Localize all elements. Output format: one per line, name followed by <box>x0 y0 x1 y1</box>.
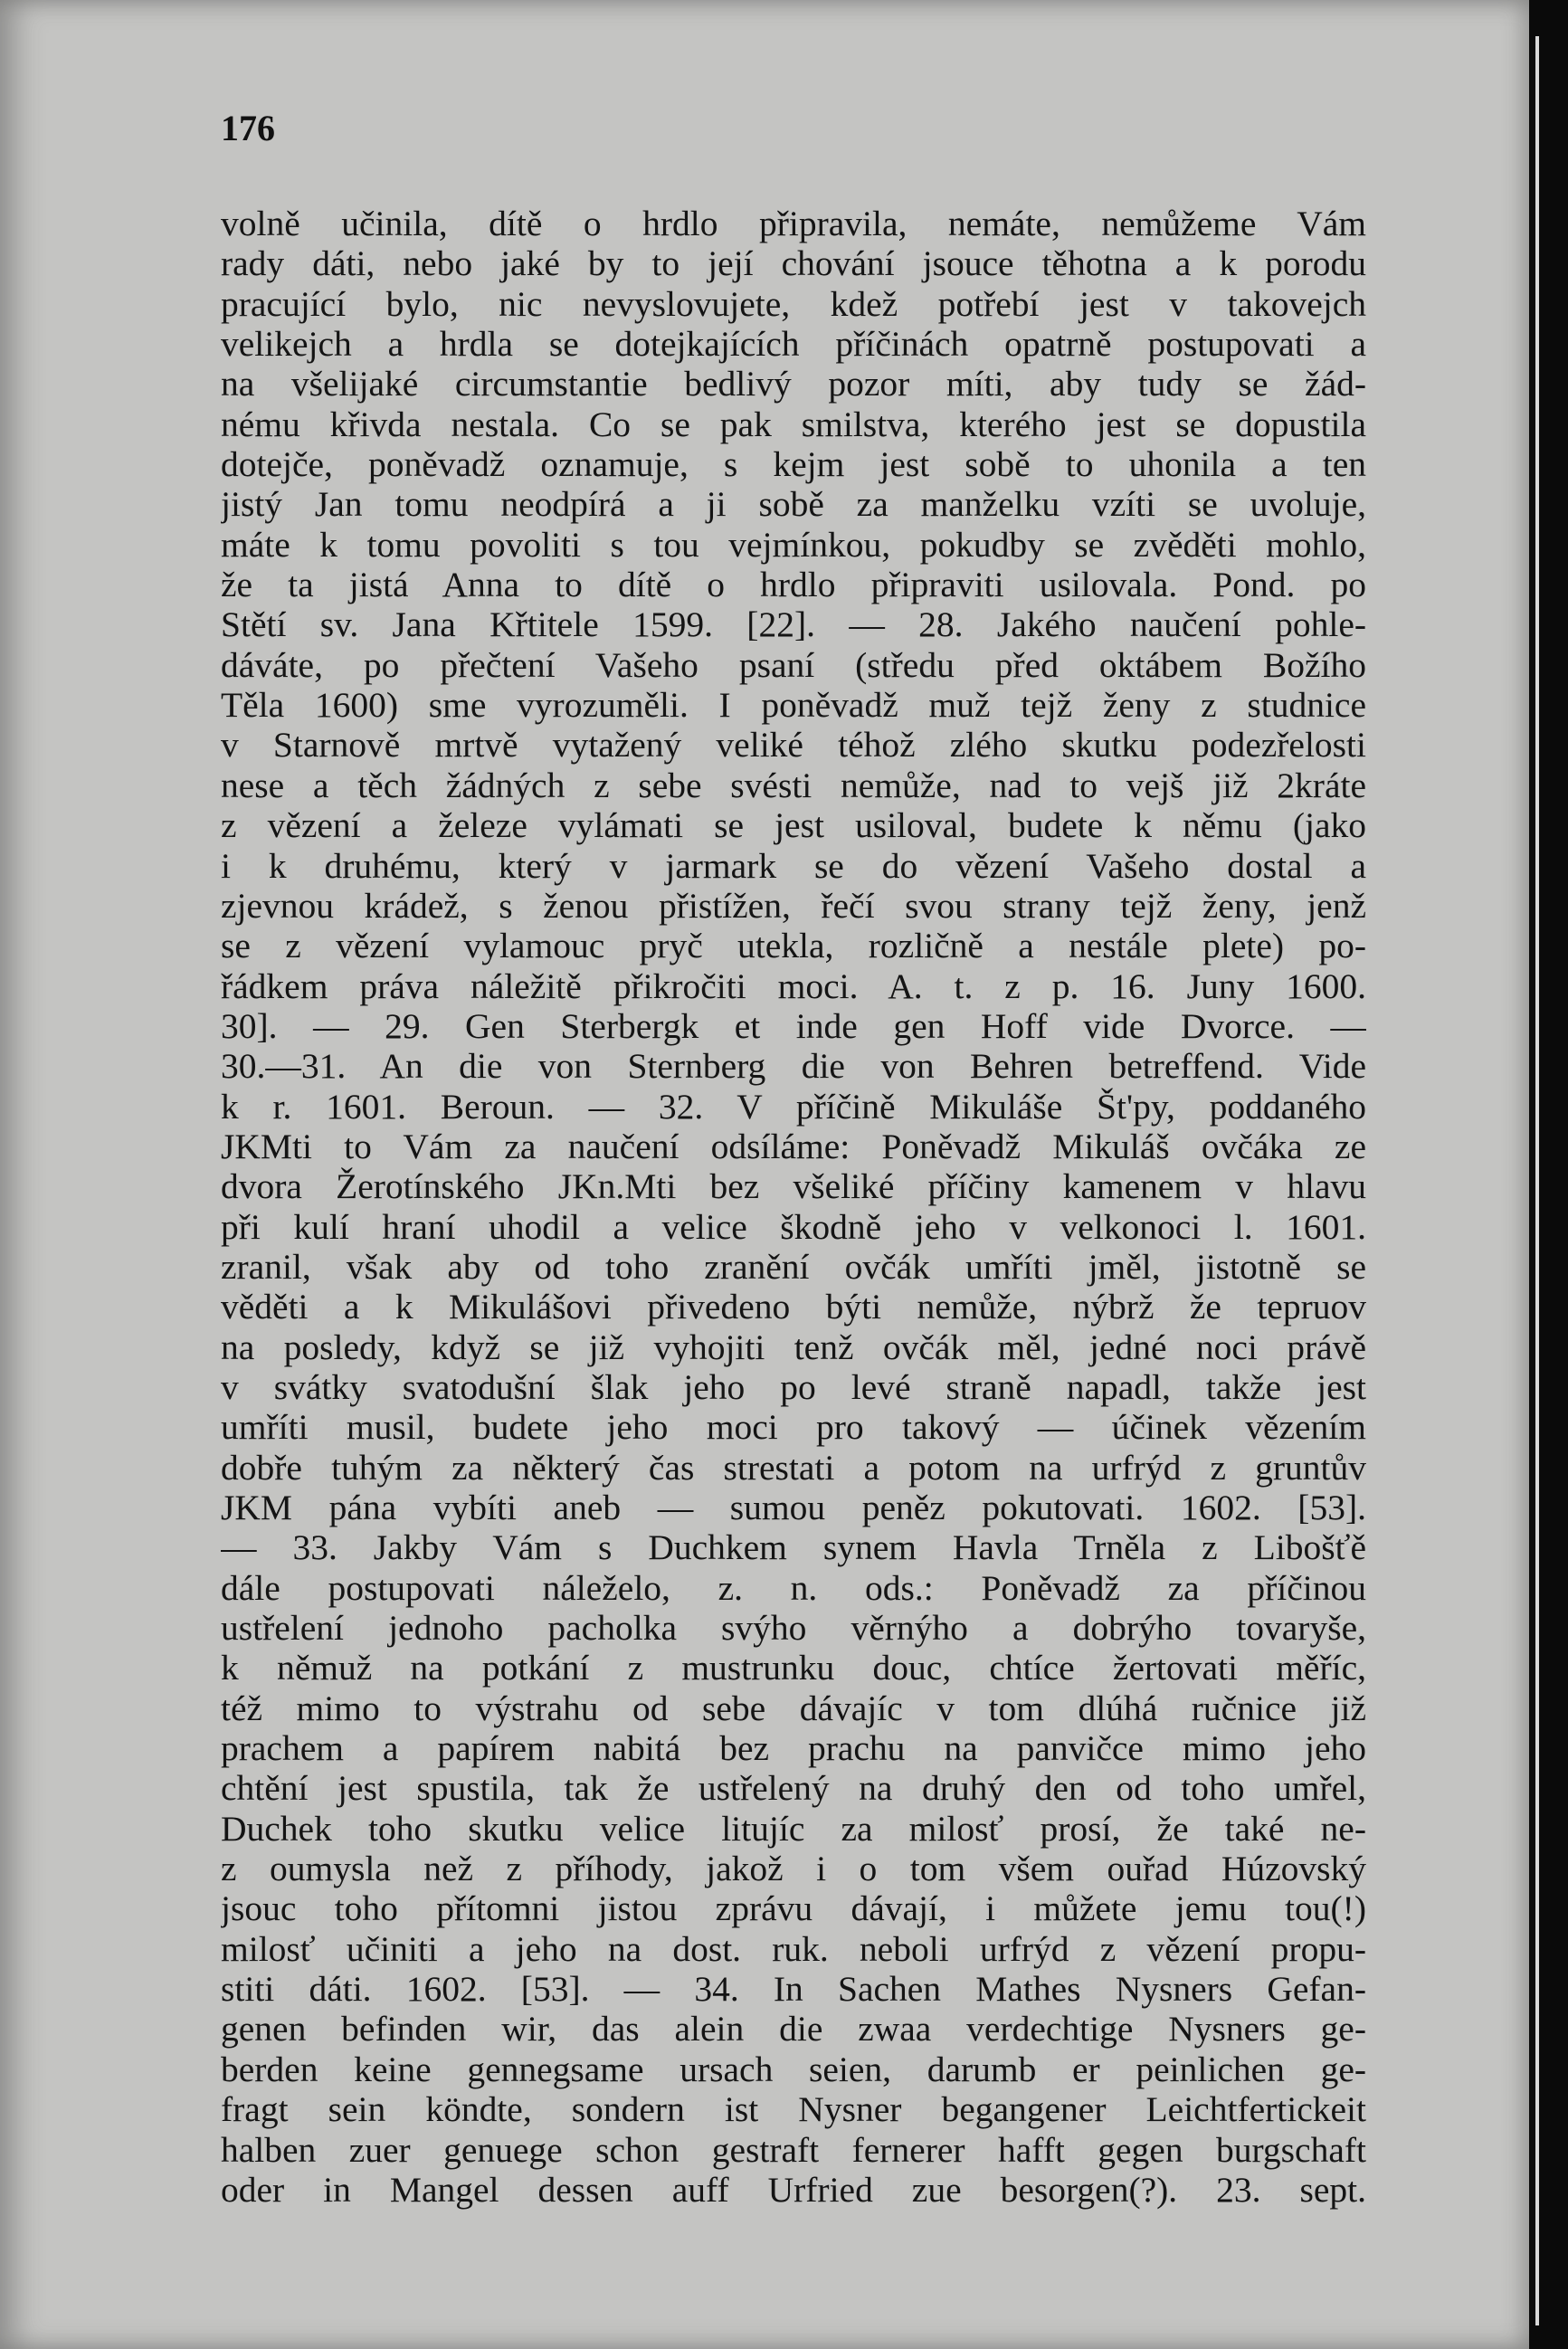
text-line: máte k tomu povoliti s tou vejmínkou, pokudby se zvěděti mohlo, <box>221 524 1366 565</box>
text-line: berden keine gennegsame ursach seien, darumb er peinlichen ge- <box>221 2049 1366 2089</box>
page-number: 176 <box>221 108 275 148</box>
text-line: ustřelení jednoho pacholka svýho věrnýho a dobrýho tovaryše, <box>221 1608 1366 1649</box>
text-line: též mimo to výstrahu od sebe dávajíc v tom dlúhá ručnice již <box>221 1688 1366 1728</box>
text-line: věděti a k Mikulášovi přivedeno býti nemůže, nýbrž že tepruov <box>221 1287 1366 1327</box>
text-line: při kulí hraní uhodil a velice škodně jeho v velkonoci l. 1601. <box>221 1206 1366 1247</box>
text-line: JKM pána vybíti aneb — sumou peněz pokutovati. 1602. [53]. <box>221 1488 1366 1527</box>
text-line: k němuž na potkání z mustrunku douc, chtíce žertovati měříc, <box>221 1648 1366 1688</box>
text-line: řádkem práva náležitě přikročiti moci. A. t. z p. 16. Juny 1600. <box>221 965 1366 1006</box>
text-line: volně učinila, dítě o hrdlo připravila, nemáte, nemůžeme Vám <box>221 204 1366 243</box>
text-line: jistý Jan tomu neodpírá a ji sobě za manželku vzíti se uvoluje, <box>221 484 1366 525</box>
text-line: nému křivda nestala. Co se pak smilstva, kterého jest se dopustila <box>221 404 1366 444</box>
text-line: genen befinden wir, das alein die zwaa verdechtige Nysners ge- <box>221 2009 1366 2049</box>
text-line: na všelijaké circumstantie bedlivý pozor míti, aby tudy se žád- <box>221 364 1366 404</box>
text-line: nese a těch žádných z sebe svésti nemůže, nad to vejš již 2kráte <box>221 765 1366 805</box>
text-line: chtění jest spustila, tak že ustřelený na druhý den od toho umřel, <box>221 1768 1366 1809</box>
text-line: v svátky svatodušní šlak jeho po levé straně napadl, takže jest <box>221 1366 1366 1407</box>
text-line: dále postupovati náleželo, z. n. ods.: Poněvadž za příčinou <box>221 1567 1366 1608</box>
text-line: dobře tuhým za některý čas strestati a potom na urfrýd z gruntův <box>221 1447 1366 1488</box>
text-line: fragt sein köndte, sondern ist Nysner begangener Leichtfertickeit <box>221 2089 1366 2130</box>
text-line: velikejch a hrdla se dotejkajících příčinách opatrně postupovati a <box>221 324 1366 365</box>
text-line: 30]. — 29. Gen Sterbergk et inde gen Hoff vide Dvorce. — <box>221 1005 1366 1046</box>
body-text <box>221 204 1366 2210</box>
text-line: pracující bylo, nic nevyslovujete, kdež potřebí jest v takovejch <box>221 283 1366 324</box>
text-line: zjevnou krádež, s ženou přistížen, řečí svou strany tejž ženy, jenž <box>221 885 1366 926</box>
text-line: i k druhému, který v jarmark se do vězení Vašeho dostal a <box>221 845 1366 886</box>
text-line: zranil, však aby od toho zranění ovčák umříti jměl, jistotně se <box>221 1246 1366 1287</box>
text-line: dáváte, po přečtení Vašeho psaní (středu před oktábem Božího <box>221 644 1366 685</box>
text-line: rady dáti, nebo jaké by to její chování jsouce těhotna a k porodu <box>221 243 1366 284</box>
text-line: Stětí sv. Jana Křtitele 1599. [22]. — 28. Jakého naučení pohle- <box>221 604 1366 645</box>
text-line: — 33. Jakby Vám s Duchkem synem Havla Trněla z Libošťě <box>221 1527 1366 1568</box>
text-line: milosť učiniti a jeho na dost. ruk. neboli urfrýd z vězení propu- <box>221 1928 1366 1969</box>
text-line: 30.—31. An die von Sternberg die von Behren betreffend. Vide <box>221 1046 1366 1087</box>
text-line: z vězení a železe vylámati se jest usiloval, budete k němu (jako <box>221 805 1366 846</box>
text-line: oder in Mangel dessen auff Urfried zue besorgen(?). 23. sept. <box>221 2169 1366 2210</box>
text-line: dotejče, poněvadž oznamuje, s kejm jest sobě to uhonila a ten <box>221 444 1366 485</box>
text-line: umříti musil, budete jeho moci pro takový — účinek vězením <box>221 1407 1366 1448</box>
text-line: JKMti to Vám za naučení odsíláme: Poněvadž Mikuláš ovčáka ze <box>221 1126 1366 1166</box>
page-edge <box>1535 36 1539 2325</box>
text-line: z oumysla než z příhody, jakož i o tom všem ouřad Húzovský <box>221 1849 1366 1889</box>
text-line: jsouc toho přítomni jistou zprávu dávají, i můžete jemu tou(!) <box>221 1888 1366 1929</box>
text-line: halben zuer genuege schon gestraft fernerer hafft gegen burgschaft <box>221 2129 1366 2170</box>
text-line: k r. 1601. Beroun. — 32. V příčině Mikuláše Št'py, poddaného <box>221 1086 1366 1127</box>
text-line: Duchek toho skutku velice litujíc za milosť prosí, že také ne- <box>221 1808 1366 1849</box>
text-line: dvora Žerotínského JKn.Mti bez všeliké příčiny kamenem v hlavu <box>221 1166 1366 1207</box>
text-line: prachem a papírem nabitá bez prachu na panvičce mimo jeho <box>221 1728 1366 1769</box>
text-line: na posledy, když se již vyhojiti tenž ovčák měl, jedné noci právě <box>221 1327 1366 1367</box>
text-line: že ta jistá Anna to dítě o hrdlo připraviti usilovala. Pond. po <box>221 565 1366 605</box>
text-line: se z vězení vylamouc pryč utekla, rozličně a nestále plete) po- <box>221 926 1366 966</box>
text-line: Těla 1600) sme vyrozuměli. I poněvadž muž tejž ženy z studnice <box>221 685 1366 726</box>
text-line: v Starnově mrtvě vytažený veliké téhož zlého skutku podezřelosti <box>221 725 1366 766</box>
text-line: stiti dáti. 1602. [53]. — 34. In Sachen Mathes Nysners Gefan- <box>221 1969 1366 2010</box>
